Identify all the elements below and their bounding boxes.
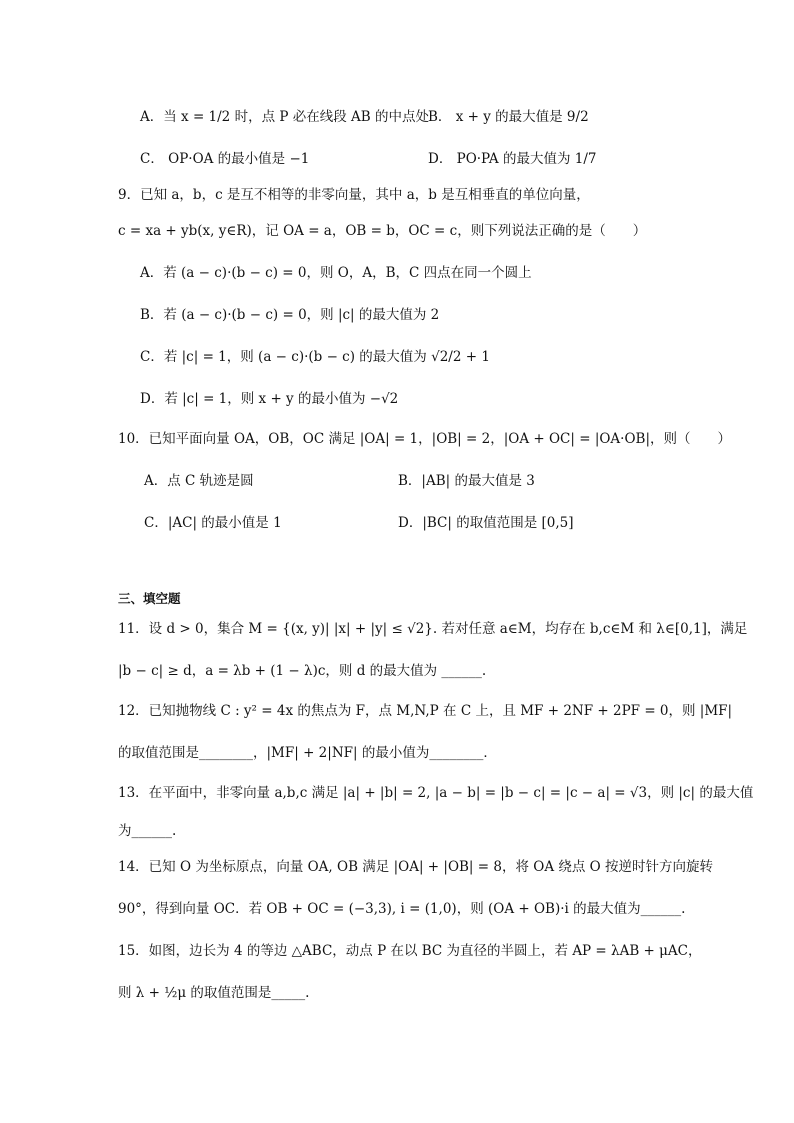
- q13-line2: 为______.: [118, 823, 177, 839]
- q8-option-d: D． PO·PA 的最大值为 1/7: [428, 151, 597, 167]
- q9-option-d: D．若 |c| = 1，则 x + y 的最小值为 −√2: [140, 391, 399, 407]
- q8-option-a: A．当 x = 1/2 时，点 P 必在线段 AB 的中点处: [140, 109, 429, 125]
- q8-option-b: B． x + y 的最大值是 9/2: [428, 109, 589, 125]
- q10-option-d: D．|BC| 的取值范围是 [0,5]: [398, 515, 574, 531]
- q10-option-b: B．|AB| 的最大值是 3: [398, 473, 535, 489]
- q12-line1: 12．已知抛物线 C : y² = 4x 的焦点为 F，点 M,N,P 在 C 上，且 MF + 2NF + 2PF = 0，则 |MF|: [118, 703, 733, 719]
- q9-stem-line1: 9．已知 a，b，c 是互不相等的非零向量，其中 a，b 是互相垂直的单位向量，: [118, 187, 590, 203]
- q13-line1: 13．在平面中，非零向量 a,b,c 满足 |a| + |b| = 2, |a − b| = |b − c| = |c − a| = √3，则 |c| 的最大值: [118, 785, 754, 801]
- q12-line2: 的取值范围是________，|MF| + 2|NF| 的最小值为________．: [118, 745, 497, 761]
- q15-line2: 则 λ + ½μ 的取值范围是_____.: [118, 985, 310, 1001]
- q9-option-c: C．若 |c| = 1，则 (a − c)·(b − c) 的最大值为 √2/2 + 1: [140, 349, 490, 365]
- q9-stem-line2: c = xa + yb(x, y∈R)，记 OA = a，OB = b，OC = c，则下列说法正确的是（ ）: [118, 223, 647, 239]
- q10-option-a: A．点 C 轨迹是圆: [144, 473, 254, 489]
- q14-line2: 90°，得到向量 OC．若 OB + OC = (−3,3), i = (1,0)，则 (OA + OB)·i 的最大值为______.: [118, 901, 686, 917]
- section-heading: 三、填空题: [118, 591, 181, 606]
- q10-option-c: C．|AC| 的最小值是 1: [144, 515, 282, 531]
- q11-line1: 11．设 d > 0，集合 M = {(x, y)| |x| + |y| ≤ √2}. 若对任意 a∈M，均存在 b,c∈M 和 λ∈[0,1]，满足: [118, 621, 748, 637]
- q11-line2: |b − c| ≥ d，a = λb + (1 − λ)c，则 d 的最大值为 ______.: [118, 663, 487, 679]
- q8-option-c: C． OP·OA 的最小值是 −1: [140, 151, 310, 167]
- q10-stem: 10．已知平面向量 OA，OB，OC 满足 |OA| = 1，|OB| = 2，|OA + OC| = |OA·OB|，则（ ）: [118, 431, 732, 447]
- q14-line1: 14．已知 O 为坐标原点，向量 OA, OB 满足 |OA| + |OB| = 8，将 OA 绕点 O 按逆时针方向旋转: [118, 859, 714, 875]
- q15-line1: 15．如图，边长为 4 的等边 △ABC，动点 P 在以 BC 为直径的半圆上，若 AP = λAB + μAC，: [118, 943, 702, 959]
- q9-option-b: B．若 (a − c)·(b − c) = 0，则 |c| 的最大值为 2: [140, 307, 440, 323]
- q9-option-a: A．若 (a − c)·(b − c) = 0，则 O，A，B，C 四点在同一个圆上: [140, 265, 532, 281]
